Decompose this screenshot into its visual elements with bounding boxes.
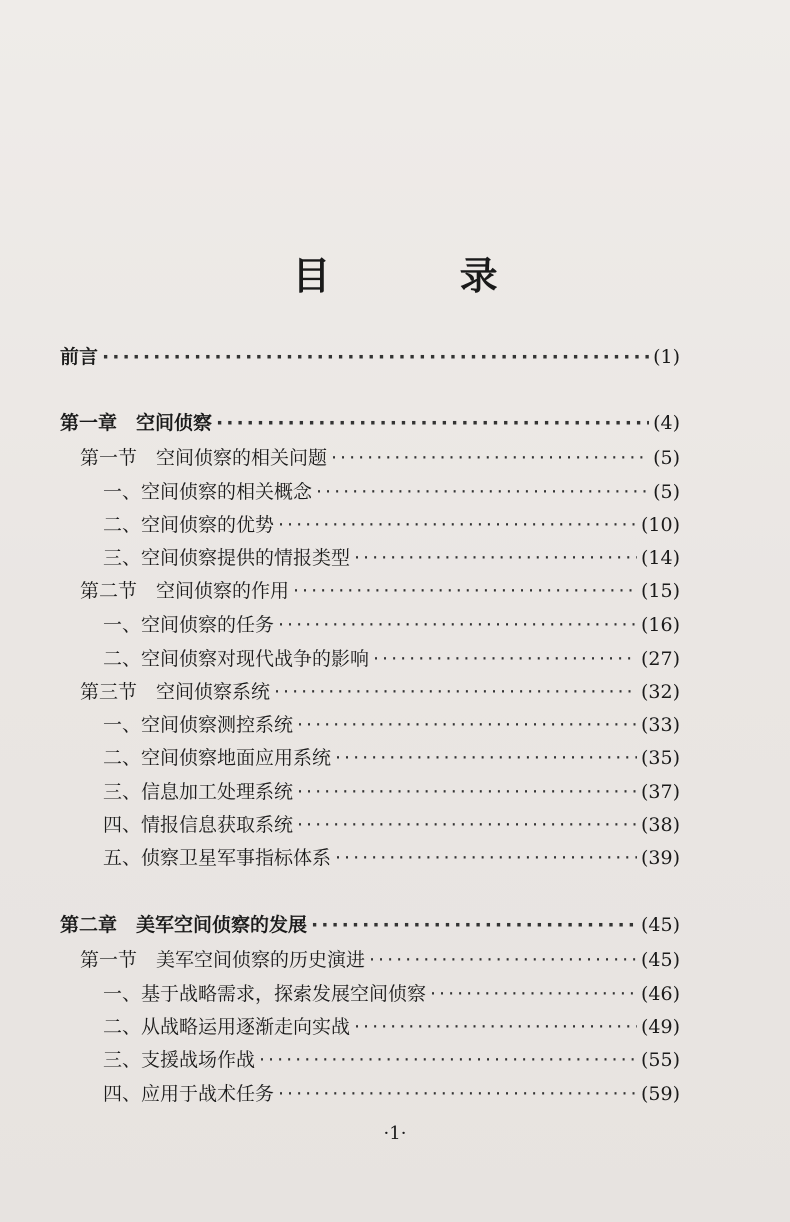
toc-page-number: (5) <box>653 447 680 469</box>
toc-entry-subsection <box>103 510 680 544</box>
toc-page-number: (16) <box>640 614 680 636</box>
toc-page-number: (33) <box>640 714 680 736</box>
dot-leader <box>102 346 649 368</box>
toc-entry-subsection <box>103 743 680 777</box>
toc-entry-chapter-1 <box>60 408 680 442</box>
dot-leader <box>311 914 637 936</box>
toc-label: 三、支援战场作战 <box>103 1049 256 1071</box>
toc-label: 四、应用于战术任务 <box>103 1083 275 1105</box>
toc-label: 前言 <box>60 346 99 368</box>
toc-entry-subsection <box>103 1012 680 1046</box>
toc-entry-subsection <box>103 979 680 1013</box>
toc-entry-subsection <box>103 477 680 511</box>
dot-leader <box>297 781 637 803</box>
toc-label: 四、情报信息获取系统 <box>103 814 294 836</box>
page-title: 目 录 <box>292 254 556 298</box>
toc-entry-subsection <box>103 1079 680 1113</box>
toc-entry-subsection <box>103 543 680 577</box>
dot-leader <box>293 580 637 602</box>
toc-page-number: (49) <box>640 1016 680 1038</box>
toc-label: 二、空间侦察的优势 <box>103 514 275 536</box>
toc-page-number: (45) <box>640 914 680 936</box>
toc-page-number: (5) <box>653 481 680 503</box>
toc-page-number: (38) <box>640 814 680 836</box>
toc-entry-section <box>80 677 680 711</box>
dot-leader <box>216 412 649 434</box>
toc-label: 一、空间侦察的相关概念 <box>103 481 313 503</box>
dot-leader <box>369 949 637 971</box>
toc-label: 第一章 空间侦察 <box>60 412 213 434</box>
toc-page-number: (14) <box>640 547 680 569</box>
dot-leader <box>331 447 649 469</box>
toc-page-number: (1) <box>653 346 680 368</box>
toc-entry-section <box>80 945 680 979</box>
toc-entry-subsection <box>103 1045 680 1079</box>
toc-page-number: (46) <box>640 983 680 1005</box>
toc-page-number: (37) <box>640 781 680 803</box>
toc-page-number: (27) <box>640 648 680 670</box>
toc-page-number: (45) <box>640 949 680 971</box>
toc-entry-subsection <box>103 644 680 678</box>
toc-entry-section <box>80 443 680 477</box>
toc-label: 第一节 空间侦察的相关问题 <box>80 447 328 469</box>
toc-entry-subsection <box>103 810 680 844</box>
toc-label: 三、空间侦察提供的情报类型 <box>103 547 351 569</box>
toc-label: 一、空间侦察测控系统 <box>103 714 294 736</box>
toc-label: 第二章 美军空间侦察的发展 <box>60 914 308 936</box>
dot-leader <box>297 814 637 836</box>
toc-label: 二、从战略运用逐渐走向实战 <box>103 1016 351 1038</box>
dot-leader <box>278 514 637 536</box>
toc-entry-chapter-2 <box>60 910 680 944</box>
dot-leader <box>354 1016 637 1038</box>
dot-leader <box>278 1083 637 1105</box>
toc-label: 五、侦察卫星军事指标体系 <box>103 847 332 869</box>
dot-leader <box>354 547 637 569</box>
toc-entry-section <box>80 576 680 610</box>
dot-leader <box>297 714 637 736</box>
toc-entry-preface <box>60 342 680 376</box>
toc-page-number: (10) <box>640 514 680 536</box>
toc-label: 第二节 空间侦察的作用 <box>80 580 290 602</box>
toc-entry-subsection <box>103 610 680 644</box>
toc-entry-subsection <box>103 710 680 744</box>
toc-page-number: (32) <box>640 681 680 703</box>
dot-leader <box>430 983 637 1005</box>
toc-label: 三、信息加工处理系统 <box>103 781 294 803</box>
dot-leader <box>335 747 637 769</box>
dot-leader <box>335 847 637 869</box>
toc-page-number: (15) <box>640 580 680 602</box>
toc-entry-subsection <box>103 843 680 877</box>
toc-page-number: (39) <box>640 847 680 869</box>
toc-page-number: (55) <box>640 1049 680 1071</box>
toc-page-number: (59) <box>640 1083 680 1105</box>
dot-leader <box>274 681 637 703</box>
toc-label: 二、空间侦察对现代战争的影响 <box>103 648 370 670</box>
dot-leader <box>373 648 637 670</box>
toc-entry-subsection <box>103 777 680 811</box>
toc-page-number: (35) <box>640 747 680 769</box>
dot-leader <box>259 1049 637 1071</box>
dot-leader <box>316 481 649 503</box>
toc-page-number: (4) <box>653 412 680 434</box>
dot-leader <box>278 614 637 636</box>
toc-label: 二、空间侦察地面应用系统 <box>103 747 332 769</box>
toc-label: 一、基于战略需求，探索发展空间侦察 <box>103 983 427 1005</box>
page-number-footer: ·1· <box>383 1123 407 1144</box>
toc-label: 第一节 美军空间侦察的历史演进 <box>80 949 366 971</box>
toc-label: 第三节 空间侦察系统 <box>80 681 271 703</box>
toc-label: 一、空间侦察的任务 <box>103 614 275 636</box>
